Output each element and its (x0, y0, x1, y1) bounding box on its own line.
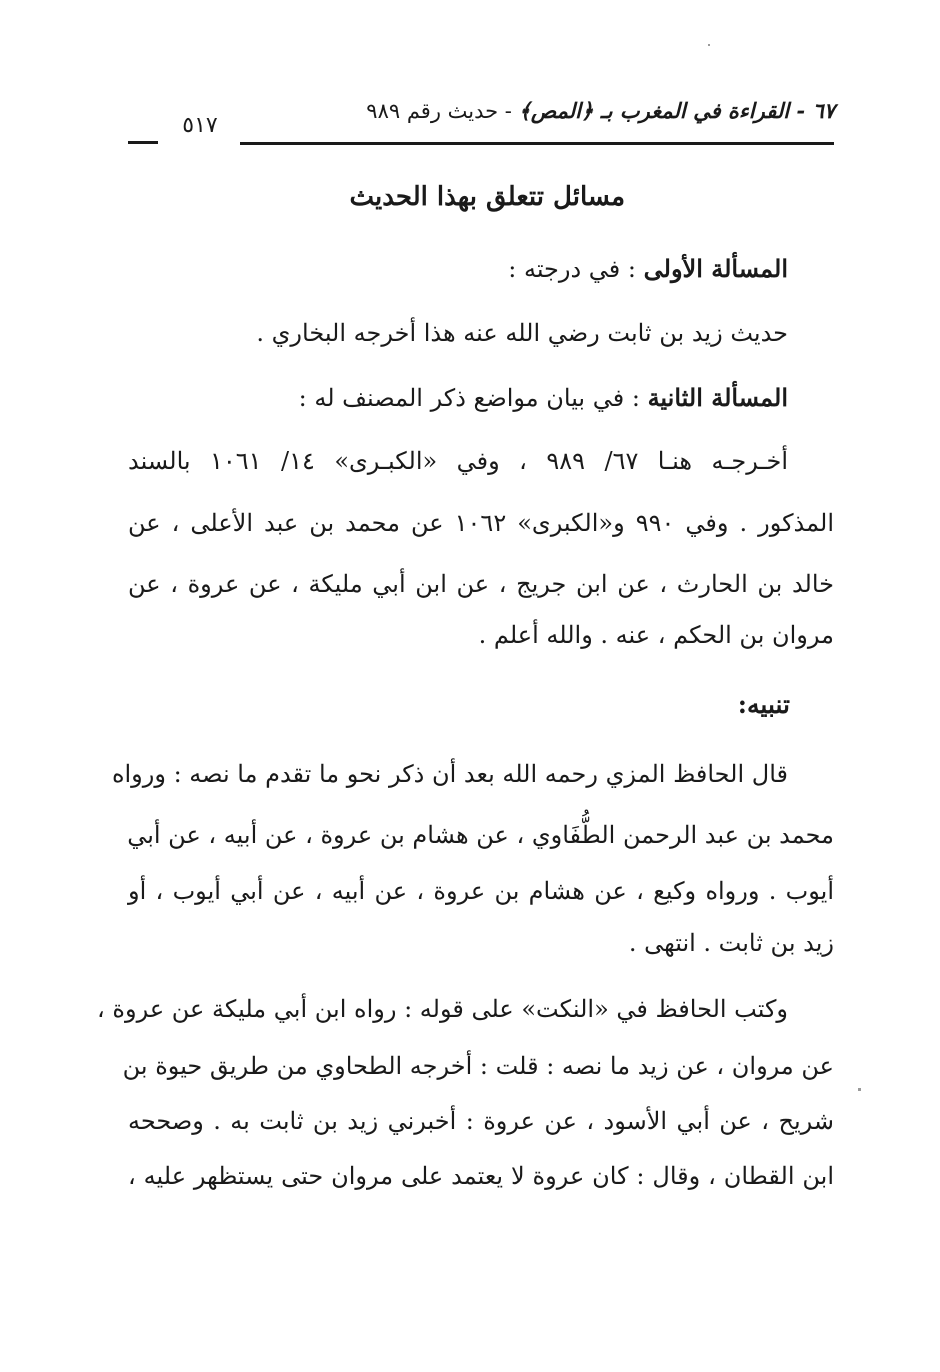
issue2-line-3: خالد بن الحارث ، عن ابن جريج ، عن ابن أبي مليكة ، عن عروة ، عن (128, 570, 834, 598)
issue2-title: : في بيان مواضع ذكر المصنف له : (298, 384, 648, 412)
issue2-line-1: أخـرجـه هنـا ٦٧/ ٩٨٩ ، وفي «الكبـرى» ١٤/ ١٠٦١ بالسند (128, 447, 788, 475)
note-para1-line-3: أيوب . ورواه وكيع ، عن هشام بن عروة ، عن أبيه ، عن أبي أيوب ، أو (128, 877, 834, 905)
chapter-title: ٦٧ - القراءة في المغرب بـ ﴿المص﴾ (518, 98, 835, 123)
issue1-label: المسألة الأولى (643, 254, 788, 283)
note-para2-line-1: وكتب الحافظ في «النكت» على قوله : رواه ابن أبي مليكة عن عروة ، (97, 995, 788, 1023)
issue2-label: المسألة الثانية (647, 383, 788, 412)
header-separator: - (498, 99, 519, 123)
running-header (240, 98, 835, 123)
issue1-heading-line (300, 254, 788, 283)
note-para1-line-2: محمد بن عبد الرحمن الطُّفَاوي ، عن هشام بن عروة ، عن أبيه ، عن أبي (127, 821, 834, 849)
page-number: ٥١٧ (182, 113, 218, 138)
section-heading: مسائل تتعلق بهذا الحديث (349, 182, 625, 212)
margin-mark (858, 1088, 861, 1091)
note-para1-line-4: زيد بن ثابت . انتهى . (628, 929, 834, 957)
issue1-text: حديث زيد بن ثابت رضي الله عنه هذا أخرجه البخاري . (256, 319, 788, 347)
page-number-rule (128, 141, 158, 144)
issue2-line-4: مروان بن الحكم ، عنه . والله أعلم . (478, 621, 834, 649)
header-rule (240, 142, 834, 145)
note-para2-line-3: شريح ، عن أبي الأسود ، عن عروة : أخبرني زيد بن ثابت به . وصححه (128, 1107, 834, 1135)
note-para1-line-1: قال الحافظ المزي رحمه الله بعد أن ذكر نحو ما تقدم ما نصه : ورواه (111, 760, 788, 788)
note-para2-line-4: ابن القطان ، وقال : كان عروة لا يعتمد على مروان حتى يستظهر عليه ، (128, 1162, 834, 1190)
scan-speck (708, 44, 710, 46)
issue2-heading-line (250, 383, 788, 412)
note-heading: تنبيه: (737, 690, 790, 719)
issue1-title: : في درجته : (508, 255, 644, 283)
hadith-reference: حديث رقم ٩٨٩ (366, 99, 499, 123)
issue2-line-2: المذكور . وفي ٩٩٠ و«الكبرى» ١٠٦٢ عن محمد بن عبد الأعلى ، عن (128, 509, 835, 537)
note-para2-line-2: عن مروان ، عن زيد ما نصه : قلت : أخرجه الطحاوي من طريق حيوة بن (122, 1052, 834, 1080)
